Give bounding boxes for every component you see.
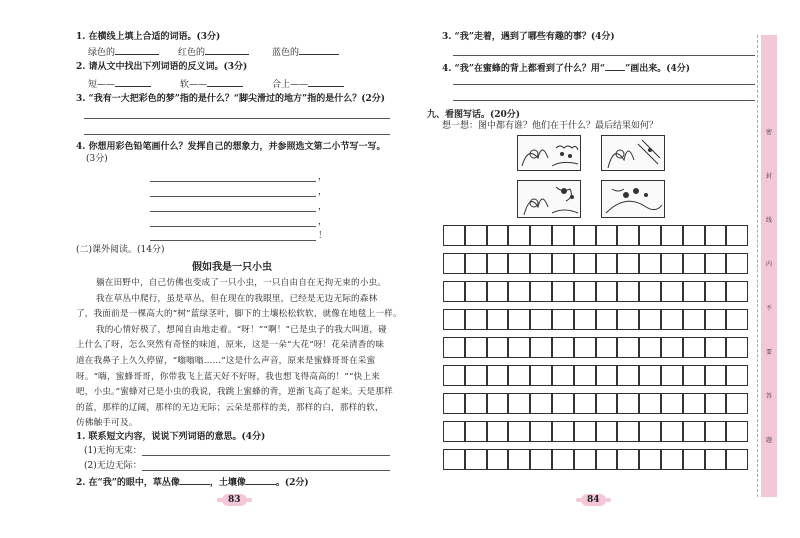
sidebar-char: 封 xyxy=(765,173,772,180)
grid-cell xyxy=(726,225,748,246)
grid-cell xyxy=(487,421,509,442)
grid-cell xyxy=(726,421,748,442)
answer-line xyxy=(453,100,755,101)
grid-cell xyxy=(683,281,705,302)
sidebar-char: 答 xyxy=(765,393,772,400)
grid-cell xyxy=(639,337,661,358)
q1-item-2: 红色的 xyxy=(178,46,249,59)
grid-cell xyxy=(705,449,727,470)
r-q4-title: 4. “我”在蜜蜂的背上都看到了什么？用“ ”画出来。(4分) xyxy=(442,64,691,74)
grid-cell xyxy=(705,365,727,386)
grid-cell xyxy=(508,337,530,358)
grid-cell xyxy=(443,281,465,302)
grid-cell xyxy=(487,365,509,386)
grid-cell xyxy=(617,337,639,358)
grid-cell xyxy=(683,365,705,386)
article-line: 躺在田野中，自己仿佛也变成了一只小虫，一只自由自在无拘无束的小虫。 xyxy=(96,278,387,288)
grid-cell xyxy=(705,253,727,274)
grid-cell xyxy=(596,225,618,246)
article-title: 假如我是一只小虫 xyxy=(192,262,272,273)
grid-cell xyxy=(617,309,639,330)
aq1-item-2: (2)无边无际： xyxy=(84,461,142,471)
answer-line xyxy=(453,84,755,85)
answer-line xyxy=(150,240,316,241)
article-line: 我在草丛中爬行，虽是草丛，但在现在的我眼里，已经是无边无际的森林 xyxy=(96,293,378,304)
grid-cell xyxy=(487,309,509,330)
grid-cell xyxy=(443,225,465,246)
q1-item-3: 蓝色的 xyxy=(272,46,339,59)
grid-cell xyxy=(508,393,530,414)
grid-cell xyxy=(661,365,683,386)
article-line: 上什么了呀，怎么突然有奇怪的味道，原来，这是一朵“大花”呀！花朵清香的味 xyxy=(76,340,385,351)
grid-cell xyxy=(596,421,618,442)
q4-mark: ， xyxy=(318,202,328,212)
q1-item-1: 绿色的 xyxy=(88,46,159,59)
story-picture-3 xyxy=(517,180,581,218)
grid-cell xyxy=(574,253,596,274)
grid-cell xyxy=(443,365,465,386)
grid-cell xyxy=(683,337,705,358)
article-line: 我的心情好极了，想闻自由地走着。“呀！”“啊！”已是虫子的我大叫道，碰 xyxy=(96,324,387,335)
grid-cell xyxy=(530,281,552,302)
grid-cell xyxy=(726,365,748,386)
article-line: 的蓝，那样的辽阔，那样的无边无际；云朵是那样的美，那样的白，那样的软， xyxy=(76,402,384,413)
grid-cell xyxy=(639,365,661,386)
grid-cell xyxy=(552,393,574,414)
grid-cell xyxy=(617,365,639,386)
grid-cell xyxy=(705,281,727,302)
aq2-line: 2. 在“我”的眼中，草丛像 ，土壤像 。(2分) xyxy=(76,478,309,488)
grid-cell xyxy=(443,309,465,330)
grid-cell xyxy=(530,337,552,358)
grid-cell xyxy=(617,253,639,274)
page-number: 84 xyxy=(581,494,606,506)
sidebar-char: 题 xyxy=(765,437,772,444)
grid-cell xyxy=(574,449,596,470)
grid-cell xyxy=(487,337,509,358)
q2-item-3: 合上—— xyxy=(272,78,344,91)
grid-cell xyxy=(617,281,639,302)
grid-cell xyxy=(661,421,683,442)
grid-cell xyxy=(552,449,574,470)
grid-cell xyxy=(574,365,596,386)
grid-cell xyxy=(661,225,683,246)
grid-cell xyxy=(552,253,574,274)
grid-cell xyxy=(596,449,618,470)
grid-cell xyxy=(705,309,727,330)
grid-cell xyxy=(552,337,574,358)
grid-cell xyxy=(726,281,748,302)
q4-title: 4. 你想用彩色铅笔画什么？发挥自己的想象力，并参照选文第二小节写一写。 xyxy=(76,142,386,152)
sidebar-char: 不 xyxy=(765,305,772,312)
article-line: 呀。“嗨，蜜蜂哥哥，你带我飞上蓝天好不好呀，我也想飞得高高的！”“快上来 xyxy=(76,371,380,382)
grid-cell xyxy=(617,393,639,414)
sidebar-char: 线 xyxy=(765,217,772,224)
grid-cell xyxy=(530,365,552,386)
grid-cell xyxy=(443,449,465,470)
sidebar-char: 内 xyxy=(765,261,772,268)
q2-item-2: 软—— xyxy=(180,78,243,91)
grid-cell xyxy=(465,337,487,358)
grid-cell xyxy=(617,421,639,442)
story-picture-4 xyxy=(601,180,665,218)
grid-cell xyxy=(530,393,552,414)
grid-cell xyxy=(487,225,509,246)
grid-cell xyxy=(639,421,661,442)
grid-cell xyxy=(574,337,596,358)
story-picture-1 xyxy=(517,135,581,171)
grid-cell xyxy=(508,309,530,330)
answer-line xyxy=(142,455,390,456)
grid-cell xyxy=(530,421,552,442)
grid-cell xyxy=(596,337,618,358)
grid-cell xyxy=(465,253,487,274)
sidebar-char: 密 xyxy=(765,129,772,136)
seal-sidebar xyxy=(761,35,777,497)
grid-cell xyxy=(705,421,727,442)
grid-cell xyxy=(465,393,487,414)
q3-title: 3. “我有一大把彩色的梦”指的是什么？“脚尖滑过的地方”指的是什么？(2分) xyxy=(76,94,386,104)
grid-cell xyxy=(683,421,705,442)
grid-cell xyxy=(617,449,639,470)
grid-cell xyxy=(726,449,748,470)
page-number: 83 xyxy=(222,494,247,506)
story-picture-2 xyxy=(601,135,665,171)
q2-title: 2. 请从文中找出下列词语的反义词。(3分) xyxy=(76,62,248,72)
grid-cell xyxy=(661,253,683,274)
grid-cell xyxy=(726,309,748,330)
grid-cell xyxy=(596,253,618,274)
grid-cell xyxy=(574,309,596,330)
grid-cell xyxy=(465,225,487,246)
section-9-title: 九、看图写话。(20分) xyxy=(427,110,521,120)
grid-cell xyxy=(726,393,748,414)
grid-cell xyxy=(508,281,530,302)
grid-cell xyxy=(443,337,465,358)
grid-cell xyxy=(683,449,705,470)
answer-line xyxy=(142,470,390,471)
grid-cell xyxy=(596,309,618,330)
grid-cell xyxy=(683,393,705,414)
r-q3-title: 3. “我”走着，遇到了哪些有趣的事？(4分) xyxy=(442,32,615,42)
section-9-prompt: 想一想：图中都有谁？他们在干什么？最后结果如何？ xyxy=(442,121,659,131)
grid-cell xyxy=(639,225,661,246)
sidebar-char: 要 xyxy=(765,349,772,356)
grid-cell xyxy=(726,253,748,274)
q4-mark: ， xyxy=(318,172,328,182)
grid-cell xyxy=(574,393,596,414)
grid-cell xyxy=(530,449,552,470)
answer-line xyxy=(453,55,755,56)
grid-cell xyxy=(508,449,530,470)
grid-cell xyxy=(574,421,596,442)
grid-cell xyxy=(661,337,683,358)
grid-cell xyxy=(508,253,530,274)
grid-cell xyxy=(639,253,661,274)
grid-cell xyxy=(552,365,574,386)
grid-cell xyxy=(639,309,661,330)
grid-cell xyxy=(465,421,487,442)
grid-cell xyxy=(617,225,639,246)
grid-cell xyxy=(661,393,683,414)
aq1-title: 1. 联系短文内容，说说下列词语的意思。(4分) xyxy=(76,432,266,442)
grid-cell xyxy=(705,225,727,246)
grid-cell xyxy=(596,393,618,414)
q4-mark: ， xyxy=(318,187,328,197)
grid-cell xyxy=(639,449,661,470)
grid-cell xyxy=(639,281,661,302)
grid-cell xyxy=(661,281,683,302)
answer-line xyxy=(150,196,316,197)
grid-cell xyxy=(465,449,487,470)
grid-cell xyxy=(530,309,552,330)
grid-cell xyxy=(661,449,683,470)
grid-cell xyxy=(661,309,683,330)
grid-cell xyxy=(705,337,727,358)
grid-cell xyxy=(443,421,465,442)
grid-cell xyxy=(443,393,465,414)
q4-score: (3分) xyxy=(86,154,108,164)
article-line: 了，我面前是一棵高大的“树”蓝绿茎叶，脚下的土壤松松软软，就像在地毯上一样。 xyxy=(76,309,402,320)
grid-cell xyxy=(683,309,705,330)
q4-mark: ， xyxy=(318,217,328,227)
grid-cell xyxy=(552,421,574,442)
grid-cell xyxy=(530,225,552,246)
grid-cell xyxy=(683,253,705,274)
grid-cell xyxy=(487,281,509,302)
grid-cell xyxy=(465,309,487,330)
grid-cell xyxy=(552,309,574,330)
article-line: 仿佛触手可及。 xyxy=(76,418,138,429)
q2-item-1: 短—— xyxy=(88,78,151,91)
grid-cell xyxy=(596,365,618,386)
answer-line xyxy=(84,118,390,119)
grid-cell xyxy=(552,225,574,246)
answer-line xyxy=(150,181,316,182)
grid-cell xyxy=(726,337,748,358)
q1-title: 1. 在横线上填上合适的词语。(3分) xyxy=(76,32,221,42)
grid-cell xyxy=(487,253,509,274)
q4-mark: ！ xyxy=(318,231,328,241)
grid-cell xyxy=(508,421,530,442)
grid-cell xyxy=(443,253,465,274)
grid-cell xyxy=(508,365,530,386)
article-line: 吧，小虫。”蜜蜂对已是小虫的我说，我跳上蜜蜂的背，逆渐飞高了起来。天是那样 xyxy=(76,387,393,398)
grid-cell xyxy=(487,449,509,470)
aq1-item-1: (1)无拘无束： xyxy=(84,446,142,456)
section-2-title: (二)课外阅读。(14分) xyxy=(76,245,165,255)
grid-cell xyxy=(574,225,596,246)
answer-line xyxy=(84,134,390,135)
seal-line xyxy=(757,35,758,497)
grid-cell xyxy=(465,281,487,302)
grid-cell xyxy=(487,393,509,414)
grid-cell xyxy=(574,281,596,302)
grid-cell xyxy=(552,281,574,302)
grid-cell xyxy=(705,393,727,414)
grid-cell xyxy=(683,225,705,246)
grid-cell xyxy=(508,225,530,246)
grid-cell xyxy=(465,365,487,386)
answer-line xyxy=(150,211,316,212)
grid-cell xyxy=(639,393,661,414)
answer-line xyxy=(150,226,316,227)
article-line: 道在我鼻子上久久停留，“嗡嗡嗡……”这是什么声音，原来是蜜蜂哥哥在采蜜 xyxy=(76,356,376,366)
grid-cell xyxy=(530,253,552,274)
grid-cell xyxy=(596,281,618,302)
